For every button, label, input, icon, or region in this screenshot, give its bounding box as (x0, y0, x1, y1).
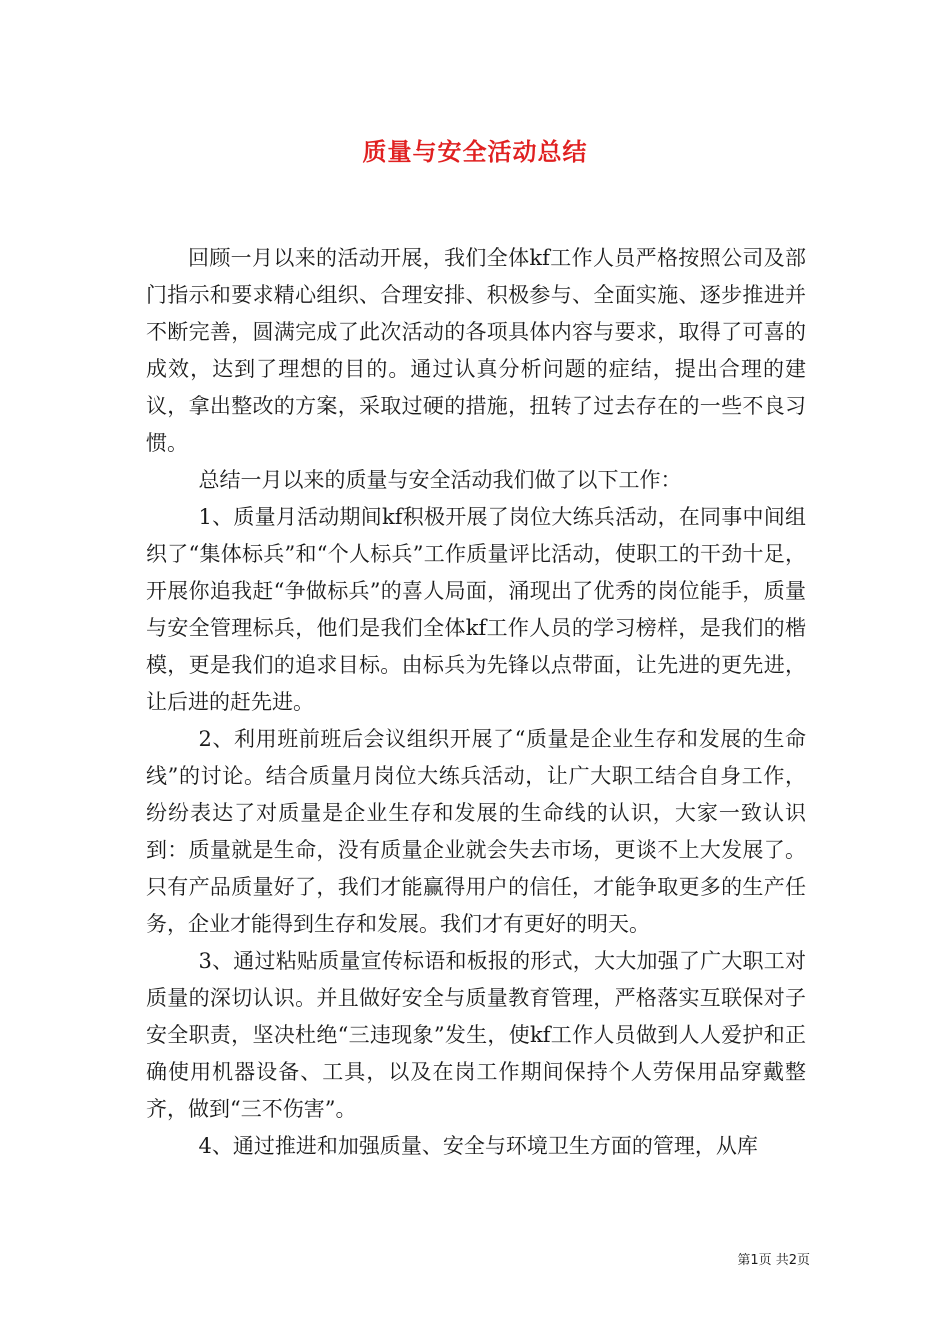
paragraph-item-3: 3、通过粘贴质量宣传标语和板报的形式，大大加强了广大职工对质量的深切认识。并且做好安全与质量教育管理，严格落实互联保对子安全职责，坚决杜绝“三违现象”发生，使kf工作人员做到人人爱护和正确使用机器设备、工具，以及在岗工作期间保持个人劳保用品穿戴整齐，做到“三不伤害”。 (146, 949, 806, 1121)
paragraph-intro: 回顾一月以来的活动开展，我们全体kf工作人员严格按照公司及部门指示和要求精心组织、合理安排、积极参与、全面实施、逐步推进并不断完善，圆满完成了此次活动的各项具体内容与要求，取得了可喜的成效，达到了理想的目的。通过认真分析问题的症结，提出合理的建议，拿出整改的方案，采取过硬的措施，扭转了过去存在的一些不良习惯。 (146, 246, 806, 455)
document-body (146, 240, 806, 1165)
page-number: 第1页 共2页 (737, 1253, 810, 1268)
paragraph-item-4: 4、通过推进和加强质量、安全与环境卫生方面的管理，从库 (198, 1134, 758, 1158)
document-title: 质量与安全活动总结 (362, 137, 588, 166)
paragraph-item-1: 1、质量月活动期间kf积极开展了岗位大练兵活动，在同事中间组织了“集体标兵”和“个人标兵”工作质量评比活动，使职工的干劲十足，开展你追我赶“争做标兵”的喜人局面，涌现出了优秀的岗位能手，质量与安全管理标兵，他们是我们全体kf工作人员的学习榜样，是我们的楷模，更是我们的追求目标。由标兵为先锋以点带面，让先进的更先进，让后进的赶先进。 (146, 505, 806, 714)
paragraph-item-2: 2、利用班前班后会议组织开展了“质量是企业生存和发展的生命线”的讨论。结合质量月岗位大练兵活动，让广大职工结合自身工作，纷纷表达了对质量是企业生存和发展的生命线的认识，大家一致认识到：质量就是生命，没有质量企业就会失去市场，更谈不上大发展了。只有产品质量好了，我们才能赢得用户的信任，才能争取更多的生产任务，企业才能得到生存和发展。我们才有更好的明天。 (146, 727, 806, 936)
paragraph-summary-heading: 总结一月以来的质量与安全活动我们做了以下工作： (198, 468, 682, 492)
